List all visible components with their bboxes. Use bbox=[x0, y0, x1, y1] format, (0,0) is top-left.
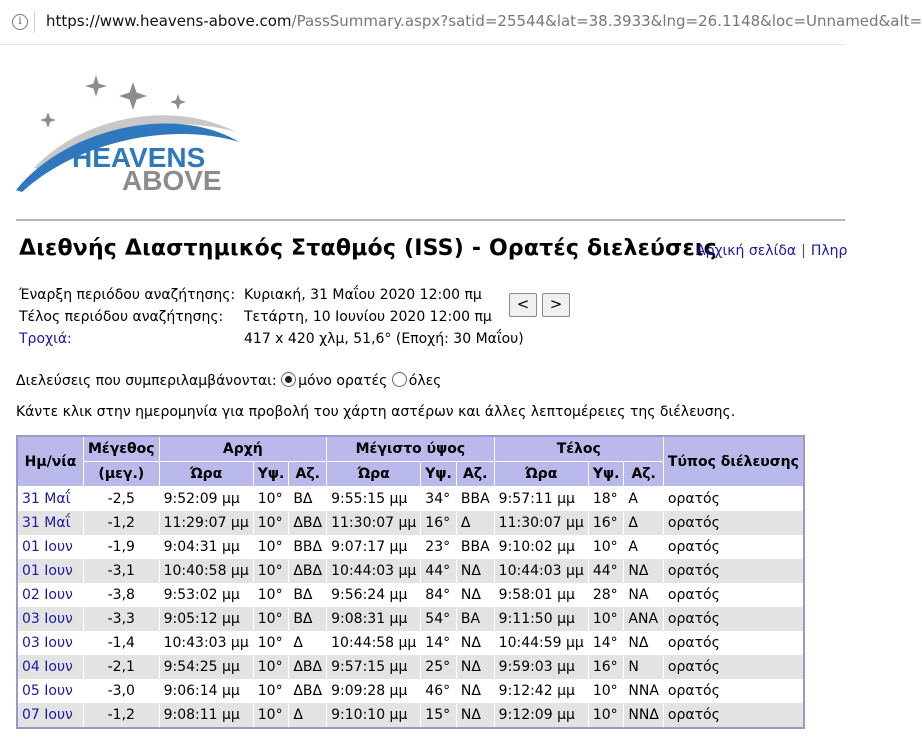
start-az-cell: ΒΔ bbox=[289, 487, 327, 512]
max-alt-cell: 14° bbox=[421, 631, 457, 655]
col-header-max-alt: Υψ. bbox=[421, 462, 457, 487]
col-header-max-time: Ώρα bbox=[327, 462, 421, 487]
pass-date-link[interactable]: 05 Ιουν bbox=[22, 683, 73, 699]
start-alt-cell: 10° bbox=[253, 679, 289, 703]
end-az-cell: ΝΔ bbox=[624, 559, 664, 583]
table-row bbox=[17, 607, 804, 631]
instruction-text: Κάντε κλικ στην ημερομηνία για προβολή του χάρτη αστέρων και άλλες λεπτομέρειες της διέλευσης. bbox=[16, 404, 736, 420]
end-time-cell: 10:44:03 μμ bbox=[494, 559, 588, 583]
end-alt-cell: 10° bbox=[588, 679, 624, 703]
end-time-cell: 9:58:01 μμ bbox=[494, 583, 588, 607]
max-time-cell: 10:44:58 μμ bbox=[327, 631, 421, 655]
end-az-cell: ΝΝΔ bbox=[624, 703, 664, 728]
radio-visible-only-label[interactable]: μόνο ορατές bbox=[298, 373, 388, 389]
start-alt-cell: 10° bbox=[253, 511, 289, 535]
pass-filter bbox=[16, 372, 441, 389]
end-time-cell: 10:44:59 μμ bbox=[494, 631, 588, 655]
end-time-cell: 9:57:11 μμ bbox=[494, 487, 588, 512]
max-time-cell: 9:08:31 μμ bbox=[327, 607, 421, 631]
orbit-value: 417 x 420 χλμ, 51,6° (Εποχή: 30 Μαΐου) bbox=[244, 331, 524, 347]
start-alt-cell: 10° bbox=[253, 583, 289, 607]
pass-filter-label: Διελεύσεις που συμπεριλαμβάνονται: bbox=[16, 373, 277, 389]
pass-date-link[interactable]: 03 Ιουν bbox=[22, 635, 73, 651]
start-time-cell: 9:05:12 μμ bbox=[159, 607, 253, 631]
end-time-cell: 9:12:42 μμ bbox=[494, 679, 588, 703]
max-time-cell: 9:09:28 μμ bbox=[327, 679, 421, 703]
magnitude-cell: -1,2 bbox=[84, 703, 160, 728]
date-cell bbox=[17, 535, 84, 559]
start-time-cell: 9:08:11 μμ bbox=[159, 703, 253, 728]
end-az-cell: ΝΔ bbox=[624, 631, 664, 655]
start-az-cell: ΔΒΔ bbox=[289, 511, 327, 535]
max-az-cell: ΝΔ bbox=[456, 703, 494, 728]
max-alt-cell: 44° bbox=[421, 559, 457, 583]
table-row bbox=[17, 559, 804, 583]
table-row bbox=[17, 535, 804, 559]
info-icon[interactable]: i bbox=[12, 14, 28, 30]
date-cell bbox=[17, 679, 84, 703]
start-az-cell: ΔΒΔ bbox=[289, 559, 327, 583]
previous-period-button[interactable]: < bbox=[509, 293, 537, 317]
table-row bbox=[17, 655, 804, 679]
table-row bbox=[17, 511, 804, 535]
max-az-cell: Δ bbox=[456, 511, 494, 535]
radio-all-label[interactable]: όλες bbox=[408, 373, 442, 389]
pass-type-cell: ορατός bbox=[663, 511, 804, 535]
start-alt-cell: 10° bbox=[253, 703, 289, 728]
date-cell bbox=[17, 703, 84, 728]
end-az-cell: ΑΝΑ bbox=[624, 607, 664, 631]
pass-type-cell: ορατός bbox=[663, 655, 804, 679]
col-header-max-altitude: Μέγιστο ύψος bbox=[327, 436, 495, 462]
start-time-cell: 9:53:02 μμ bbox=[159, 583, 253, 607]
magnitude-cell: -1,4 bbox=[84, 631, 160, 655]
col-header-end-time: Ώρα bbox=[494, 462, 588, 487]
magnitude-cell: -1,2 bbox=[84, 511, 160, 535]
max-az-cell: ΝΔ bbox=[456, 583, 494, 607]
pass-type-cell: ορατός bbox=[663, 679, 804, 703]
pass-date-link[interactable]: 01 Ιουν bbox=[22, 539, 73, 555]
max-time-cell: 9:57:15 μμ bbox=[327, 655, 421, 679]
end-az-cell: Α bbox=[624, 487, 664, 512]
max-time-cell: 9:55:15 μμ bbox=[327, 487, 421, 512]
start-alt-cell: 10° bbox=[253, 487, 289, 512]
pass-type-cell: ορατός bbox=[663, 607, 804, 631]
date-cell bbox=[17, 607, 84, 631]
radio-all[interactable] bbox=[392, 372, 407, 387]
start-alt-cell: 10° bbox=[253, 607, 289, 631]
col-header-magnitude: Μέγεθος bbox=[84, 436, 160, 462]
col-header-start-alt: Υψ. bbox=[253, 462, 289, 487]
search-end-value: Τετάρτη, 10 Ιουνίου 2020 12:00 πμ bbox=[244, 309, 492, 325]
pass-date-link[interactable]: 31 Μαΐ bbox=[22, 515, 71, 531]
end-az-cell: Ν bbox=[624, 655, 664, 679]
max-alt-cell: 46° bbox=[421, 679, 457, 703]
start-time-cell: 9:54:25 μμ bbox=[159, 655, 253, 679]
max-az-cell: ΝΔ bbox=[456, 559, 494, 583]
col-header-date: Ημ/νία bbox=[17, 436, 84, 487]
date-cell bbox=[17, 559, 84, 583]
table-row bbox=[17, 631, 804, 655]
col-header-max-az: Αζ. bbox=[456, 462, 494, 487]
end-time-cell: 9:59:03 μμ bbox=[494, 655, 588, 679]
end-alt-cell: 10° bbox=[588, 703, 624, 728]
max-alt-cell: 54° bbox=[421, 607, 457, 631]
start-az-cell: Δ bbox=[289, 631, 327, 655]
magnitude-cell: -2,1 bbox=[84, 655, 160, 679]
pass-date-link[interactable]: 03 Ιουν bbox=[22, 611, 73, 627]
end-time-cell: 9:12:09 μμ bbox=[494, 703, 588, 728]
pass-type-cell: ορατός bbox=[663, 487, 804, 512]
pass-date-link[interactable]: 31 Μαΐ bbox=[22, 491, 71, 507]
end-alt-cell: 10° bbox=[588, 607, 624, 631]
orbit-link[interactable]: Τροχιά: bbox=[19, 331, 72, 347]
max-az-cell: ΝΔ bbox=[456, 655, 494, 679]
col-header-pass-type: Τύπος διέλευσης bbox=[663, 436, 804, 487]
next-period-button[interactable]: > bbox=[542, 293, 570, 317]
logo-text-above: ABOVE bbox=[122, 165, 222, 196]
end-az-cell: ΝΑ bbox=[624, 583, 664, 607]
max-alt-cell: 25° bbox=[421, 655, 457, 679]
browser-address-bar[interactable] bbox=[0, 0, 922, 45]
max-time-cell: 11:30:07 μμ bbox=[327, 511, 421, 535]
max-az-cell: ΒΒΑ bbox=[456, 487, 494, 512]
date-cell bbox=[17, 511, 84, 535]
end-alt-cell: 18° bbox=[588, 487, 624, 512]
col-header-magnitude-unit: (μεγ.) bbox=[84, 462, 160, 487]
date-cell bbox=[17, 583, 84, 607]
header-divider bbox=[16, 219, 845, 221]
max-time-cell: 9:56:24 μμ bbox=[327, 583, 421, 607]
start-az-cell: ΔΒΔ bbox=[289, 679, 327, 703]
table-row bbox=[17, 679, 804, 703]
col-header-end: Τέλος bbox=[494, 436, 663, 462]
start-az-cell: ΒΔ bbox=[289, 607, 327, 631]
start-az-cell: ΒΔ bbox=[289, 583, 327, 607]
max-az-cell: ΒΒΑ bbox=[456, 535, 494, 559]
pass-date-link[interactable]: 04 Ιουν bbox=[22, 659, 73, 675]
max-time-cell: 9:10:10 μμ bbox=[327, 703, 421, 728]
max-az-cell: ΝΔ bbox=[456, 679, 494, 703]
radio-visible-only[interactable] bbox=[281, 372, 296, 387]
start-alt-cell: 10° bbox=[253, 535, 289, 559]
start-alt-cell: 10° bbox=[253, 631, 289, 655]
start-time-cell: 9:06:14 μμ bbox=[159, 679, 253, 703]
url-path: /PassSummary.aspx?satid=25544&lat=38.3933&lng=26.1148&loc=Unnamed&alt= bbox=[291, 12, 922, 30]
magnitude-cell: -2,5 bbox=[84, 487, 160, 512]
address-bar-divider bbox=[34, 11, 35, 33]
end-az-cell: Α bbox=[624, 535, 664, 559]
magnitude-cell: -3,1 bbox=[84, 559, 160, 583]
max-time-cell: 10:44:03 μμ bbox=[327, 559, 421, 583]
end-time-cell: 9:10:02 μμ bbox=[494, 535, 588, 559]
pass-type-cell: ορατός bbox=[663, 559, 804, 583]
page-title: Διεθνής Διαστημικός Σταθμός (ISS) - Ορατές διελεύσεις bbox=[19, 236, 717, 261]
end-alt-cell: 16° bbox=[588, 655, 624, 679]
more-link[interactable]: Πληρ bbox=[810, 243, 848, 259]
pass-type-cell: ορατός bbox=[663, 535, 804, 559]
max-alt-cell: 84° bbox=[421, 583, 457, 607]
end-alt-cell: 10° bbox=[588, 535, 624, 559]
col-header-end-az: Αζ. bbox=[624, 462, 664, 487]
end-alt-cell: 16° bbox=[588, 511, 624, 535]
start-time-cell: 9:52:09 μμ bbox=[159, 487, 253, 512]
start-az-cell: Δ bbox=[289, 703, 327, 728]
start-time-cell: 10:40:58 μμ bbox=[159, 559, 253, 583]
magnitude-cell: -1,9 bbox=[84, 535, 160, 559]
col-header-start-az: Αζ. bbox=[289, 462, 327, 487]
link-separator: | bbox=[801, 243, 806, 259]
url-host: https://www.heavens-above.com bbox=[46, 12, 292, 30]
pass-date-link[interactable]: 01 Ιουν bbox=[22, 563, 73, 579]
pass-date-link[interactable]: 07 Ιουν bbox=[22, 707, 73, 723]
col-header-end-alt: Υψ. bbox=[588, 462, 624, 487]
end-time-cell: 9:11:50 μμ bbox=[494, 607, 588, 631]
end-az-cell: ΝΝΑ bbox=[624, 679, 664, 703]
table-row bbox=[17, 583, 804, 607]
home-link[interactable]: Αρχική σελίδα bbox=[696, 243, 797, 259]
start-time-cell: 11:29:07 μμ bbox=[159, 511, 253, 535]
url-text[interactable] bbox=[46, 12, 922, 30]
end-alt-cell: 28° bbox=[588, 583, 624, 607]
heavens-above-logo[interactable] bbox=[14, 70, 244, 195]
passes-table bbox=[16, 435, 805, 729]
start-alt-cell: 10° bbox=[253, 559, 289, 583]
date-cell bbox=[17, 631, 84, 655]
date-cell bbox=[17, 487, 84, 512]
pass-type-cell: ορατός bbox=[663, 703, 804, 728]
search-start-value: Κυριακή, 31 Μαΐου 2020 12:00 πμ bbox=[244, 287, 482, 303]
pass-date-link[interactable]: 02 Ιουν bbox=[22, 587, 73, 603]
max-az-cell: ΝΔ bbox=[456, 631, 494, 655]
end-alt-cell: 14° bbox=[588, 631, 624, 655]
table-row bbox=[17, 703, 804, 728]
max-alt-cell: 23° bbox=[421, 535, 457, 559]
pass-type-cell: ορατός bbox=[663, 631, 804, 655]
max-az-cell: ΒΑ bbox=[456, 607, 494, 631]
max-alt-cell: 34° bbox=[421, 487, 457, 512]
end-time-cell: 11:30:07 μμ bbox=[494, 511, 588, 535]
date-cell bbox=[17, 655, 84, 679]
magnitude-cell: -3,3 bbox=[84, 607, 160, 631]
search-end-label: Τέλος περιόδου αναζήτησης: bbox=[19, 309, 224, 325]
max-alt-cell: 16° bbox=[421, 511, 457, 535]
magnitude-cell: -3,8 bbox=[84, 583, 160, 607]
max-alt-cell: 15° bbox=[421, 703, 457, 728]
start-az-cell: ΔΒΔ bbox=[289, 655, 327, 679]
end-az-cell: Δ bbox=[624, 511, 664, 535]
start-time-cell: 9:04:31 μμ bbox=[159, 535, 253, 559]
start-time-cell: 10:43:03 μμ bbox=[159, 631, 253, 655]
end-alt-cell: 44° bbox=[588, 559, 624, 583]
max-time-cell: 9:07:17 μμ bbox=[327, 535, 421, 559]
search-start-label: Έναρξη περιόδου αναζήτησης: bbox=[19, 287, 236, 303]
top-links bbox=[696, 243, 847, 259]
magnitude-cell: -3,0 bbox=[84, 679, 160, 703]
col-header-start: Αρχή bbox=[159, 436, 327, 462]
table-row bbox=[17, 487, 804, 512]
start-az-cell: ΒΒΔ bbox=[289, 535, 327, 559]
start-alt-cell: 10° bbox=[253, 655, 289, 679]
logo-text-heavens: HEAVENS bbox=[72, 142, 206, 173]
col-header-start-time: Ώρα bbox=[159, 462, 253, 487]
pass-type-cell: ορατός bbox=[663, 583, 804, 607]
